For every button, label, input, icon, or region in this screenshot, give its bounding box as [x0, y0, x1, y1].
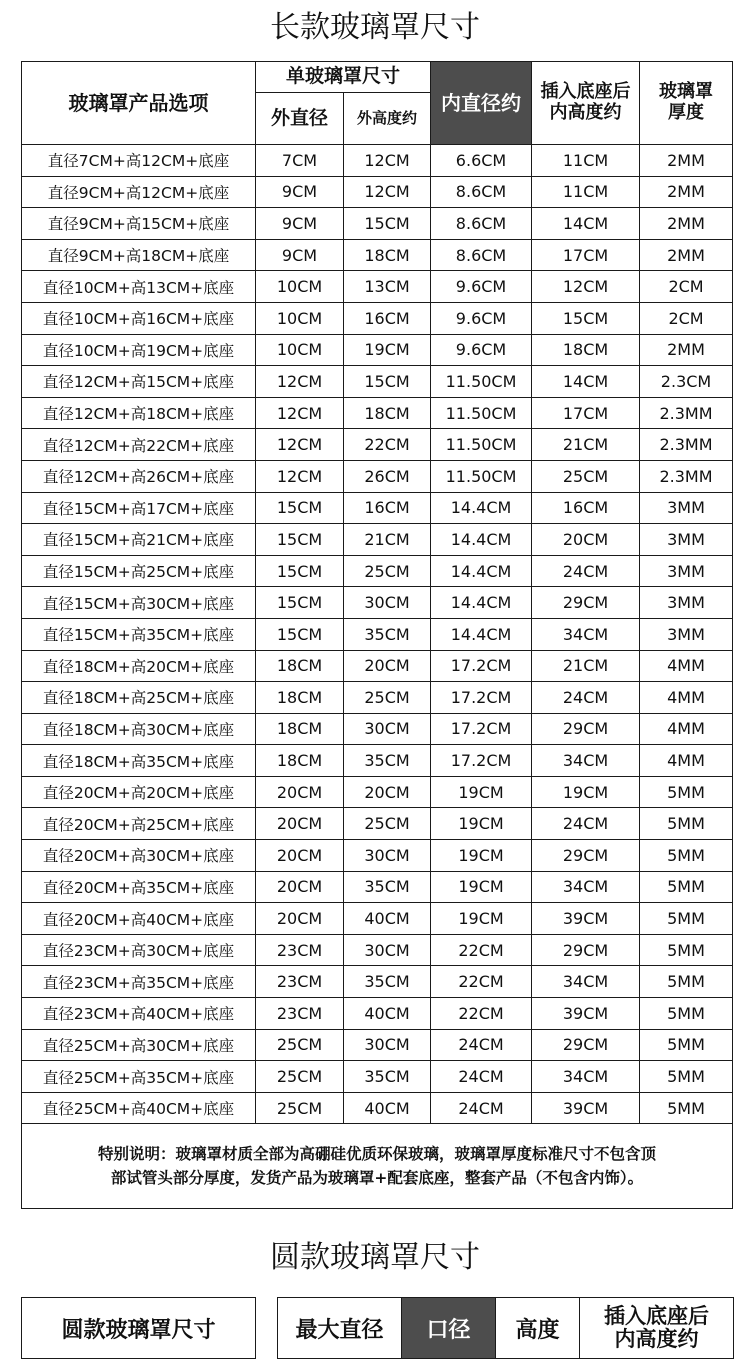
- table-row: [22, 903, 733, 935]
- outer-diameter-cell: 25CM: [256, 1061, 344, 1093]
- outer-height-cell: 26CM: [344, 460, 431, 492]
- thickness-cell: 2.3MM: [640, 429, 733, 461]
- outer-height-cell: 40CM: [344, 1092, 431, 1124]
- inner-diameter-cell: 11.50CM: [431, 397, 532, 429]
- outer-height-cell: 25CM: [344, 555, 431, 587]
- table-row: [22, 271, 733, 303]
- thickness-cell: 5MM: [640, 1092, 733, 1124]
- inner-diameter-cell: 22CM: [431, 934, 532, 966]
- thickness-cell: 5MM: [640, 808, 733, 840]
- outer-diameter-cell: 10CM: [256, 302, 344, 334]
- header-single-size: 单玻璃罩尺寸: [256, 62, 431, 93]
- inner-height-cell: 19CM: [532, 776, 640, 808]
- thickness-cell: 4MM: [640, 745, 733, 777]
- outer-height-cell: 40CM: [344, 903, 431, 935]
- outer-height-cell: 25CM: [344, 682, 431, 714]
- inner-diameter-cell: 11.50CM: [431, 460, 532, 492]
- inner-height-cell: 29CM: [532, 713, 640, 745]
- option-cell: 直径9CM+高12CM+底座: [22, 176, 256, 208]
- table-row: [22, 650, 733, 682]
- inner-height-cell: 11CM: [532, 145, 640, 177]
- outer-diameter-cell: 12CM: [256, 460, 344, 492]
- inner-diameter-cell: 17.2CM: [431, 682, 532, 714]
- option-cell: 直径23CM+高30CM+底座: [22, 934, 256, 966]
- option-cell: 直径12CM+高18CM+底座: [22, 397, 256, 429]
- table-row: [22, 239, 733, 271]
- inner-height-cell: 39CM: [532, 998, 640, 1030]
- outer-diameter-cell: 15CM: [256, 524, 344, 556]
- header-outer-diameter: 外直径: [256, 93, 344, 145]
- thickness-cell: 5MM: [640, 776, 733, 808]
- option-cell: 直径23CM+高35CM+底座: [22, 966, 256, 998]
- table-row: [22, 871, 733, 903]
- option-cell: 直径12CM+高15CM+底座: [22, 366, 256, 398]
- option-cell: 直径15CM+高21CM+底座: [22, 524, 256, 556]
- table-row: [22, 1092, 733, 1124]
- thickness-cell: 2MM: [640, 208, 733, 240]
- outer-height-cell: 15CM: [344, 208, 431, 240]
- inner-diameter-cell: 22CM: [431, 998, 532, 1030]
- outer-height-cell: 40CM: [344, 998, 431, 1030]
- size-table-body: [22, 145, 733, 1124]
- inner-diameter-cell: 19CM: [431, 840, 532, 872]
- inner-diameter-cell: 6.6CM: [431, 145, 532, 177]
- table-row: [22, 429, 733, 461]
- table-row: [22, 713, 733, 745]
- outer-diameter-cell: 23CM: [256, 998, 344, 1030]
- round-header-inner-height-line1: 插入底座后: [604, 1303, 709, 1328]
- round-size-table: [21, 1297, 734, 1359]
- outer-height-cell: 12CM: [344, 176, 431, 208]
- inner-height-cell: 24CM: [532, 555, 640, 587]
- inner-diameter-cell: 19CM: [431, 808, 532, 840]
- inner-height-cell: 34CM: [532, 966, 640, 998]
- outer-diameter-cell: 15CM: [256, 618, 344, 650]
- inner-height-cell: 17CM: [532, 397, 640, 429]
- inner-diameter-cell: 22CM: [431, 966, 532, 998]
- round-header-max-diameter: 最大直径: [278, 1298, 402, 1359]
- outer-diameter-cell: 12CM: [256, 397, 344, 429]
- inner-height-cell: 29CM: [532, 934, 640, 966]
- round-header-inner-height-line2: 内高度约: [614, 1327, 699, 1351]
- inner-height-cell: 39CM: [532, 903, 640, 935]
- outer-diameter-cell: 15CM: [256, 492, 344, 524]
- inner-height-cell: 24CM: [532, 808, 640, 840]
- outer-height-cell: 18CM: [344, 397, 431, 429]
- inner-diameter-cell: 11.50CM: [431, 366, 532, 398]
- table-row: [22, 998, 733, 1030]
- inner-diameter-cell: 14.4CM: [431, 618, 532, 650]
- outer-height-cell: 20CM: [344, 776, 431, 808]
- inner-diameter-cell: 8.6CM: [431, 239, 532, 271]
- thickness-cell: 5MM: [640, 840, 733, 872]
- option-cell: 直径12CM+高22CM+底座: [22, 429, 256, 461]
- option-cell: 直径10CM+高19CM+底座: [22, 334, 256, 366]
- inner-height-cell: 25CM: [532, 460, 640, 492]
- inner-diameter-cell: 19CM: [431, 871, 532, 903]
- option-cell: 直径18CM+高25CM+底座: [22, 682, 256, 714]
- outer-diameter-cell: 18CM: [256, 713, 344, 745]
- thickness-cell: 5MM: [640, 934, 733, 966]
- table-row: [22, 745, 733, 777]
- option-cell: 直径18CM+高30CM+底座: [22, 713, 256, 745]
- inner-height-cell: 29CM: [532, 587, 640, 619]
- inner-diameter-cell: 24CM: [431, 1029, 532, 1061]
- option-cell: 直径15CM+高17CM+底座: [22, 492, 256, 524]
- table-row: [22, 587, 733, 619]
- thickness-cell: 2.3MM: [640, 460, 733, 492]
- outer-diameter-cell: 7CM: [256, 145, 344, 177]
- long-section-title: 长款玻璃罩尺寸: [270, 10, 480, 45]
- outer-height-cell: 35CM: [344, 1061, 431, 1093]
- option-cell: 直径25CM+高35CM+底座: [22, 1061, 256, 1093]
- inner-height-cell: 34CM: [532, 618, 640, 650]
- inner-height-cell: 34CM: [532, 1061, 640, 1093]
- round-header-label: 圆款玻璃罩尺寸: [22, 1298, 256, 1359]
- thickness-cell: 2MM: [640, 334, 733, 366]
- option-cell: 直径15CM+高30CM+底座: [22, 587, 256, 619]
- option-cell: 直径12CM+高26CM+底座: [22, 460, 256, 492]
- outer-height-cell: 20CM: [344, 650, 431, 682]
- outer-height-cell: 35CM: [344, 618, 431, 650]
- header-option: 玻璃罩产品选项: [22, 62, 256, 145]
- inner-height-cell: 14CM: [532, 366, 640, 398]
- outer-diameter-cell: 18CM: [256, 682, 344, 714]
- inner-diameter-cell: 8.6CM: [431, 208, 532, 240]
- round-header-mouth-diameter: 口径: [402, 1298, 496, 1359]
- option-cell: 直径20CM+高30CM+底座: [22, 840, 256, 872]
- inner-height-cell: 16CM: [532, 492, 640, 524]
- table-row: [22, 1061, 733, 1093]
- inner-diameter-cell: 11.50CM: [431, 429, 532, 461]
- thickness-cell: 2CM: [640, 271, 733, 303]
- outer-height-cell: 18CM: [344, 239, 431, 271]
- inner-height-cell: 24CM: [532, 682, 640, 714]
- round-header-height: 高度: [496, 1298, 580, 1359]
- inner-height-cell: 21CM: [532, 650, 640, 682]
- outer-diameter-cell: 25CM: [256, 1029, 344, 1061]
- inner-diameter-cell: 19CM: [431, 903, 532, 935]
- outer-diameter-cell: 9CM: [256, 176, 344, 208]
- table-row: [22, 145, 733, 177]
- thickness-cell: 3MM: [640, 618, 733, 650]
- round-header-inner-height: [580, 1298, 734, 1359]
- option-cell: 直径7CM+高12CM+底座: [22, 145, 256, 177]
- inner-diameter-cell: 17.2CM: [431, 745, 532, 777]
- thickness-cell: 2MM: [640, 176, 733, 208]
- table-row: [22, 397, 733, 429]
- special-note-line1: 特别说明：玻璃罩材质全部为高硼硅优质环保玻璃，玻璃罩厚度标准尺寸不包含顶: [98, 1145, 657, 1164]
- inner-height-cell: 29CM: [532, 1029, 640, 1061]
- header-inner-height-line2: 内高度约: [549, 102, 622, 123]
- outer-height-cell: 30CM: [344, 934, 431, 966]
- outer-height-cell: 15CM: [344, 366, 431, 398]
- outer-diameter-cell: 10CM: [256, 271, 344, 303]
- table-row: [22, 524, 733, 556]
- outer-height-cell: 16CM: [344, 302, 431, 334]
- outer-height-cell: 25CM: [344, 808, 431, 840]
- long-size-table: [21, 61, 733, 1209]
- thickness-cell: 2.3CM: [640, 366, 733, 398]
- inner-diameter-cell: 9.6CM: [431, 271, 532, 303]
- table-row: [22, 934, 733, 966]
- inner-height-cell: 14CM: [532, 208, 640, 240]
- header-thickness: [640, 62, 733, 145]
- inner-diameter-cell: 24CM: [431, 1092, 532, 1124]
- table-row: [22, 966, 733, 998]
- outer-height-cell: 35CM: [344, 745, 431, 777]
- inner-height-cell: 15CM: [532, 302, 640, 334]
- thickness-cell: 2MM: [640, 145, 733, 177]
- table-row: [22, 208, 733, 240]
- outer-height-cell: 22CM: [344, 429, 431, 461]
- outer-height-cell: 35CM: [344, 871, 431, 903]
- thickness-cell: 4MM: [640, 682, 733, 714]
- inner-diameter-cell: 14.4CM: [431, 555, 532, 587]
- outer-height-cell: 30CM: [344, 1029, 431, 1061]
- outer-diameter-cell: 25CM: [256, 1092, 344, 1124]
- table-row: [22, 460, 733, 492]
- outer-height-cell: 12CM: [344, 145, 431, 177]
- table-row: [22, 366, 733, 398]
- option-cell: 直径10CM+高16CM+底座: [22, 302, 256, 334]
- inner-height-cell: 20CM: [532, 524, 640, 556]
- option-cell: 直径20CM+高20CM+底座: [22, 776, 256, 808]
- inner-height-cell: 17CM: [532, 239, 640, 271]
- round-header-gap: [256, 1298, 278, 1359]
- table-row: [22, 302, 733, 334]
- inner-height-cell: 39CM: [532, 1092, 640, 1124]
- outer-diameter-cell: 20CM: [256, 871, 344, 903]
- thickness-cell: 2.3MM: [640, 397, 733, 429]
- option-cell: 直径15CM+高35CM+底座: [22, 618, 256, 650]
- header-inner-diameter: 内直径约: [431, 62, 532, 145]
- option-cell: 直径18CM+高20CM+底座: [22, 650, 256, 682]
- inner-height-cell: 34CM: [532, 871, 640, 903]
- option-cell: 直径23CM+高40CM+底座: [22, 998, 256, 1030]
- option-cell: 直径10CM+高13CM+底座: [22, 271, 256, 303]
- table-row: [22, 176, 733, 208]
- inner-height-cell: 29CM: [532, 840, 640, 872]
- option-cell: 直径18CM+高35CM+底座: [22, 745, 256, 777]
- option-cell: 直径20CM+高25CM+底座: [22, 808, 256, 840]
- table-row: [22, 618, 733, 650]
- table-row: [22, 334, 733, 366]
- outer-height-cell: 13CM: [344, 271, 431, 303]
- header-thickness-line1: 玻璃罩: [659, 81, 714, 103]
- outer-diameter-cell: 20CM: [256, 776, 344, 808]
- inner-diameter-cell: 24CM: [431, 1061, 532, 1093]
- option-cell: 直径15CM+高25CM+底座: [22, 555, 256, 587]
- outer-diameter-cell: 18CM: [256, 650, 344, 682]
- outer-height-cell: 19CM: [344, 334, 431, 366]
- thickness-cell: 3MM: [640, 555, 733, 587]
- thickness-cell: 3MM: [640, 492, 733, 524]
- outer-height-cell: 21CM: [344, 524, 431, 556]
- thickness-cell: 2MM: [640, 239, 733, 271]
- outer-diameter-cell: 15CM: [256, 587, 344, 619]
- inner-height-cell: 11CM: [532, 176, 640, 208]
- outer-height-cell: 30CM: [344, 840, 431, 872]
- table-row: [22, 840, 733, 872]
- inner-diameter-cell: 9.6CM: [431, 334, 532, 366]
- inner-height-cell: 18CM: [532, 334, 640, 366]
- thickness-cell: 4MM: [640, 650, 733, 682]
- inner-diameter-cell: 14.4CM: [431, 524, 532, 556]
- inner-diameter-cell: 9.6CM: [431, 302, 532, 334]
- outer-diameter-cell: 9CM: [256, 239, 344, 271]
- thickness-cell: 5MM: [640, 1061, 733, 1093]
- table-row: [22, 555, 733, 587]
- outer-diameter-cell: 23CM: [256, 966, 344, 998]
- table-row: [22, 808, 733, 840]
- outer-height-cell: 30CM: [344, 713, 431, 745]
- option-cell: 直径20CM+高35CM+底座: [22, 871, 256, 903]
- thickness-cell: 4MM: [640, 713, 733, 745]
- thickness-cell: 5MM: [640, 871, 733, 903]
- round-section-title: 圆款玻璃罩尺寸: [270, 1240, 480, 1275]
- inner-diameter-cell: 19CM: [431, 776, 532, 808]
- outer-diameter-cell: 12CM: [256, 366, 344, 398]
- table-row: [22, 1029, 733, 1061]
- inner-height-cell: 12CM: [532, 271, 640, 303]
- inner-diameter-cell: 14.4CM: [431, 492, 532, 524]
- outer-diameter-cell: 20CM: [256, 840, 344, 872]
- outer-diameter-cell: 20CM: [256, 808, 344, 840]
- special-note: [22, 1124, 733, 1209]
- inner-height-cell: 21CM: [532, 429, 640, 461]
- inner-diameter-cell: 17.2CM: [431, 713, 532, 745]
- special-note-line2: 部试管头部分厚度，发货产品为玻璃罩+配套底座，整套产品（不包含内饰）。: [110, 1169, 644, 1188]
- thickness-cell: 5MM: [640, 966, 733, 998]
- outer-height-cell: 16CM: [344, 492, 431, 524]
- header-thickness-line2: 厚度: [668, 102, 705, 123]
- option-cell: 直径9CM+高18CM+底座: [22, 239, 256, 271]
- option-cell: 直径25CM+高40CM+底座: [22, 1092, 256, 1124]
- table-row: [22, 682, 733, 714]
- option-cell: 直径20CM+高40CM+底座: [22, 903, 256, 935]
- table-row: [22, 492, 733, 524]
- outer-height-cell: 30CM: [344, 587, 431, 619]
- thickness-cell: 3MM: [640, 587, 733, 619]
- outer-diameter-cell: 18CM: [256, 745, 344, 777]
- thickness-cell: 5MM: [640, 903, 733, 935]
- option-cell: 直径9CM+高15CM+底座: [22, 208, 256, 240]
- outer-diameter-cell: 15CM: [256, 555, 344, 587]
- option-cell: 直径25CM+高30CM+底座: [22, 1029, 256, 1061]
- thickness-cell: 3MM: [640, 524, 733, 556]
- inner-diameter-cell: 17.2CM: [431, 650, 532, 682]
- outer-diameter-cell: 20CM: [256, 903, 344, 935]
- thickness-cell: 5MM: [640, 1029, 733, 1061]
- header-inner-height-line1: 插入底座后: [540, 81, 631, 103]
- outer-diameter-cell: 10CM: [256, 334, 344, 366]
- outer-diameter-cell: 12CM: [256, 429, 344, 461]
- inner-height-cell: 34CM: [532, 745, 640, 777]
- header-inner-height: [532, 62, 640, 145]
- header-outer-height: 外高度约: [344, 93, 431, 145]
- outer-diameter-cell: 9CM: [256, 208, 344, 240]
- table-row: [22, 776, 733, 808]
- thickness-cell: 2CM: [640, 302, 733, 334]
- inner-diameter-cell: 8.6CM: [431, 176, 532, 208]
- inner-diameter-cell: 14.4CM: [431, 587, 532, 619]
- thickness-cell: 5MM: [640, 998, 733, 1030]
- outer-height-cell: 35CM: [344, 966, 431, 998]
- outer-diameter-cell: 23CM: [256, 934, 344, 966]
